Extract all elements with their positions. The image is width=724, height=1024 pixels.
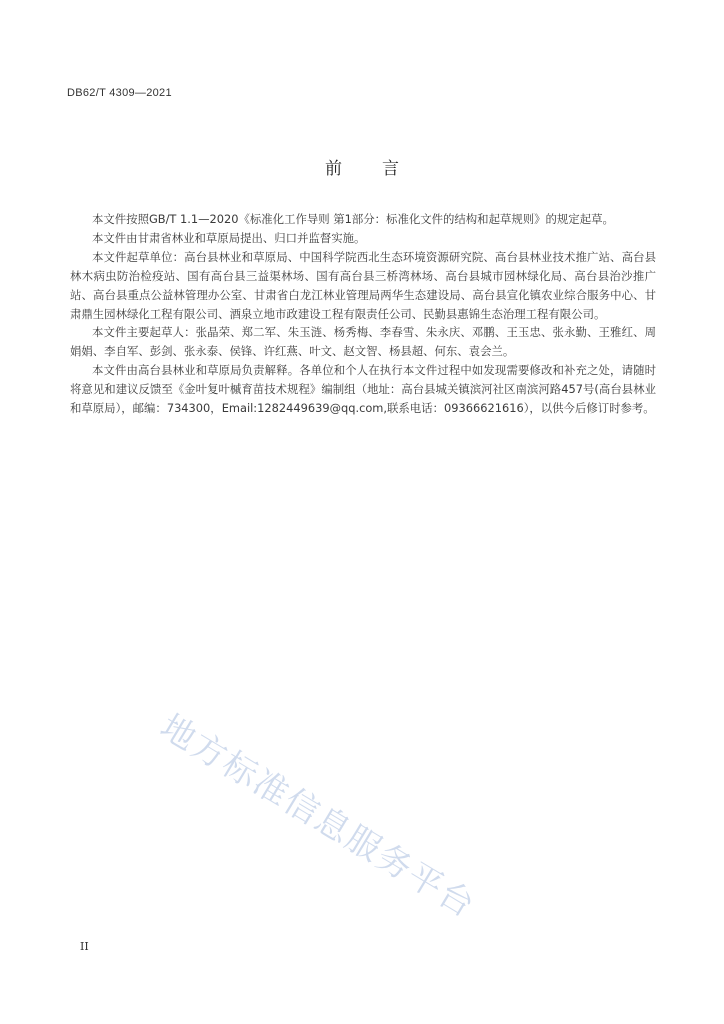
page-title: 前言 [325, 159, 439, 179]
watermark: 地方标准信息服务平台 [153, 706, 483, 927]
paragraph-feedback-contact: 本文件由高台县林业和草原局负责解释。各单位和个人在执行本文件过程中如发现需要修改和补充之处，请随时将意见和建议反馈至《金叶复叶槭育苗技术规程》编制组（地址：高台县城关镇滨河社区南滨河路457号(高台县林业和草原局），邮编：734300，Email:1282449639@qq.com,联系电话：09366621616），以供今后修订时参考。 [70, 363, 656, 416]
document-code: DB62/T 4309—2021 [67, 87, 172, 99]
page-number: II [80, 940, 89, 953]
document-body [70, 210, 656, 418]
paragraph-proposer: 本文件由甘肃省林业和草原局提出、归口并监督实施。 [92, 230, 366, 245]
paragraph-drafting-units: 本文件起草单位：高台县林业和草原局、中国科学院西北生态环境资源研究院、高台县林业技术推广站、高台县林木病虫防治检疫站、国有高台县三益渠林场、国有高台县三桥湾林场、高台县城市园林绿化局、高台县治沙推广站、高台县重点公益林管理办公室、甘肃省白龙江林业管理局两华生态建设局、高台县宣化镇农业综合服务中心、甘肃鼎生园林绿化工程有限公司、酒泉立地市政建设工程有限责任公司、民勤县惠锦生态治理工程有限公司。 [70, 249, 656, 321]
paragraph-drafters: 本文件主要起草人：张晶荣、郑二军、朱玉涟、杨秀梅、李春雪、朱永庆、邓鹏、王玉忠、张永勤、王雅红、周娟娟、李自军、彭剑、张永泰、侯锋、许红燕、叶文、赵文智、杨县超、何东、袁会兰。 [70, 325, 656, 359]
paragraph-drafting-rules: 本文件按照GB/T 1.1—2020《标准化工作导则 第1部分：标准化文件的结构和起草规则》的规定起草。 [92, 212, 614, 226]
